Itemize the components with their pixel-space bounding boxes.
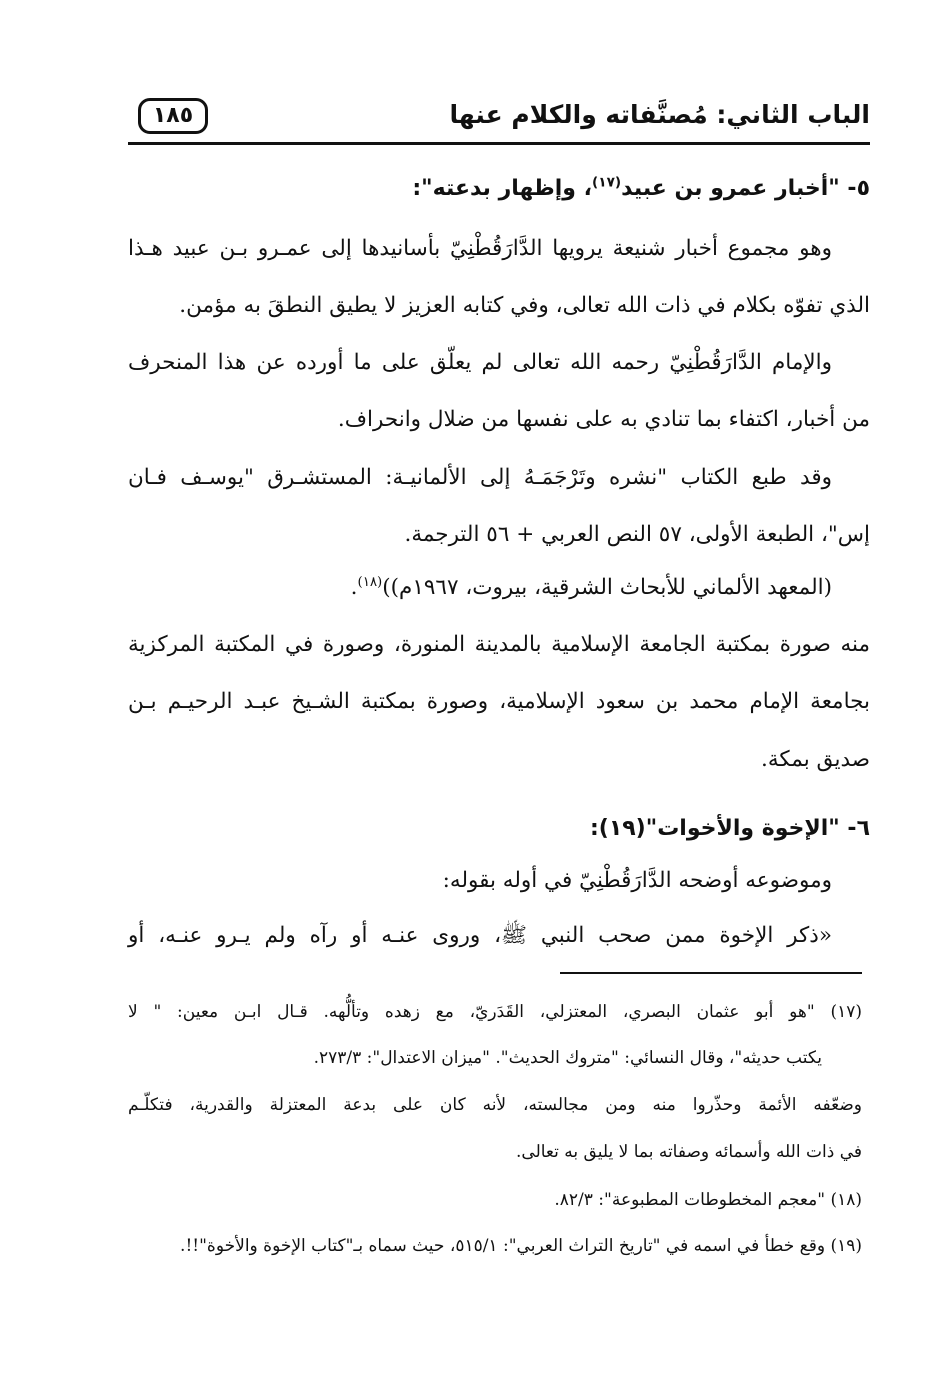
footnote-17-line: يكتب حديثه"، وقال النسائي: "متروك الحديث". "ميزان الاعتدال": ٢٧٣/٣.: [313, 1048, 822, 1068]
paragraph-line: بجامعة الإمام محمد بن سعود الإسلامية، وصورة بمكتبة الشـيخ عبـد الرحيـم بـن: [128, 689, 870, 714]
footnote-ref-18: (١٨): [357, 574, 383, 590]
paragraph-line: والإمام الدَّارَقُطْنِيّ رحمه الله تعالى لم يعلّق على ما أورده عن هذا المنحرف: [128, 350, 832, 375]
paragraph-line: إس"، الطبعة الأولى، ٥٧ النص العربي + ٥٦ الترجمة.: [404, 522, 870, 547]
paragraph-line: الذي تفوّه بكلام في ذات الله تعالى، وفي كتابه العزيز لا يطيق النطقَ به مؤمن.: [179, 293, 870, 318]
paragraph-line: صديق بمكة.: [761, 747, 870, 772]
footnote-17-line: وضعّفه الأئمة وحذّروا منه ومن مجالسته، لأنه كان على بدعة المعتزلة والقدرية، فتكلّـم: [128, 1095, 862, 1115]
header-divider: [128, 142, 870, 145]
footnote-17-line: (١٧) "هو أبو عثمان البصري، المعتزلي، القَدَريّ، مع زهده وتألُّهه. قـال ابـن معين: " لا: [128, 1002, 862, 1022]
footnote-divider: [560, 972, 862, 974]
section-5-heading: [412, 176, 870, 201]
line-end: .: [350, 575, 358, 600]
paragraph-line: «ذكر الإخوة ممن صحب النبي ﷺ، وروى عنـه أو رآه ولم يـرو عنـه، أو: [128, 923, 832, 948]
page-number-badge: ١٨٥: [138, 98, 208, 134]
page-header: [128, 92, 870, 144]
chapter-title: الباب الثاني: مُصنَّفاته والكلام عنها: [449, 100, 870, 129]
paragraph-line: منه صورة بمكتبة الجامعة الإسلامية بالمدينة المنورة، وصورة في المكتبة المركزية: [128, 632, 870, 657]
paragraph-line: وهو مجموع أخبار شنيعة يرويها الدَّارَقُطْنِيّ بأسانيدها إلى عمـرو بـن عبيد هـذا: [128, 236, 832, 261]
paragraph-line: وقد طبع الكتاب "نشره وتَرْجَمَـهُ إلى الألمانيـة: المستشـرق "يوسـف فـان: [128, 465, 832, 490]
section-5-heading-main: ٥- "أخبار عمرو بن عبيد: [621, 176, 870, 201]
paragraph-line: وموضوعه أوضحه الدَّارَقُطْنِيّ في أوله بقوله:: [442, 868, 832, 893]
footnote-17-line: في ذات الله وأسمائه وصفاته بما لا يليق به تعالى.: [516, 1142, 862, 1162]
footnote-19: (١٩) وقع خطأ في اسمه في "تاريخ التراث العربي": ٥١٥/١، حيث سماه بـ"كتاب الإخوة والأخوة"!!.: [180, 1236, 862, 1256]
footnote-ref-17: (١٧): [592, 174, 622, 191]
footnote-18: (١٨) "معجم المخطوطات المطبوعة": ٨٢/٣.: [554, 1190, 862, 1210]
section-6-heading: ٦- "الإخوة والأخوات"(١٩):: [589, 816, 870, 841]
section-5-heading-tail: ، وإظهار بدعته":: [412, 176, 593, 201]
publisher-info: (المعهد الألماني للأبحاث الشرقية، بيروت، ١٩٦٧م)): [382, 575, 832, 600]
paragraph-line: من أخبار، اكتفاء بما تنادي به على نفسها من ضلال وانحراف.: [337, 407, 870, 432]
paragraph-line: [351, 575, 832, 600]
